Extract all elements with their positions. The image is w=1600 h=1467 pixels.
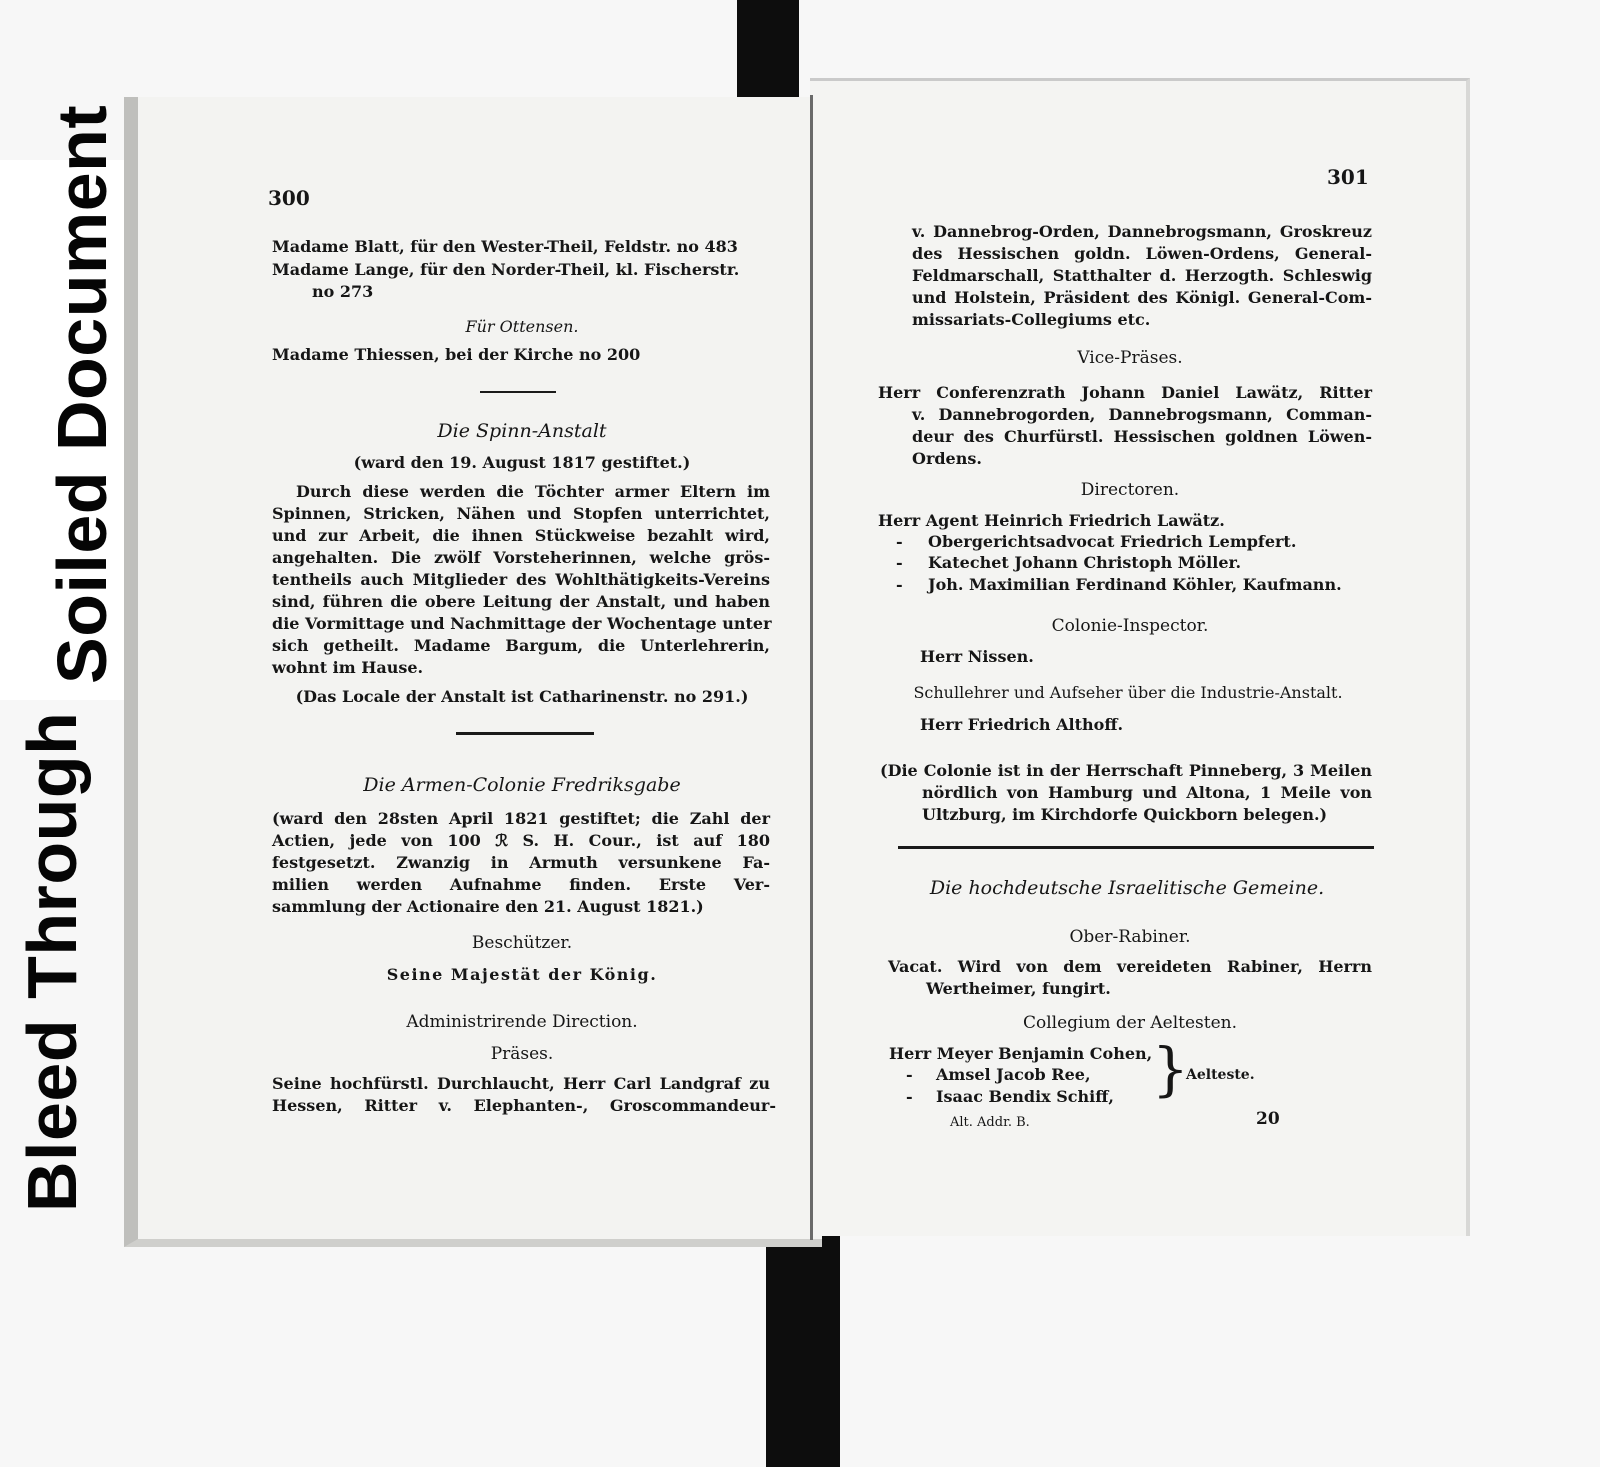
spinn-anstalt-title: Die Spinn-Anstalt (437, 420, 607, 442)
entry-line: Madame Lange, für den Norder-Theil, kl. Fischerstr. (272, 260, 740, 279)
body-line: deur des Churfürstl. Hessischen goldnen Löwen- (912, 427, 1372, 446)
left-page-number: 300 (268, 186, 310, 210)
armen-colonie-title: Die Armen-Colonie Fredriksgabe (363, 774, 681, 796)
body-line: (Die Colonie ist in der Herrschaft Pinneberg, 3 Meilen (880, 761, 1372, 780)
schullehrer-heading: Schullehrer und Aufseher über die Industrie-Anstalt. (913, 683, 1343, 702)
ditto-mark: - (896, 532, 903, 551)
direction-heading: Administrirende Direction. (406, 1012, 638, 1032)
body-line: v. Dannebrog-Orden, Dannebrogsmann, Groskreuz (912, 222, 1372, 241)
brace-mark: } (1152, 1035, 1189, 1103)
section-divider (480, 391, 556, 393)
entry-line: no 273 (312, 282, 374, 301)
body-line: Herr Conferenzrath Johann Daniel Lawätz, Ritter (878, 383, 1372, 402)
soiled-document-stamp: Soiled Document (43, 104, 121, 684)
body-line: Ordens. (912, 449, 982, 468)
bleed-through-stamp: Bleed Through (13, 711, 91, 1212)
body-line: sich getheilt. Madame Bargum, die Unterlehrerin, (272, 636, 770, 655)
beschuetzer-heading: Beschützer. (471, 933, 573, 953)
signature-mark: Alt. Addr. B. (950, 1115, 1030, 1130)
right-page-number: 301 (1327, 165, 1369, 189)
body-line: Actien, jede von 100 ℛ S. H. Cour., ist auf 180 (272, 831, 770, 850)
body-line: und zur Arbeit, die ihnen Stückweise bezahlt wird, (272, 526, 770, 545)
director-item: Herr Agent Heinrich Friedrich Lawätz. (878, 511, 1225, 530)
director-item: Katechet Johann Christoph Möller. (928, 553, 1242, 572)
director-item: Obergerichtsadvocat Friedrich Lempfert. (928, 532, 1297, 551)
entry-line: Madame Blatt, für den Wester-Theil, Feldstr. no 483 (272, 237, 738, 256)
aelteste-item: Amsel Jacob Ree, (936, 1065, 1091, 1084)
body-line: Wertheimer, fungirt. (926, 979, 1111, 998)
inspector-name: Herr Nissen. (920, 647, 1034, 666)
collegium-heading: Collegium der Aeltesten. (1022, 1013, 1238, 1033)
body-line: wohnt im Hause. (272, 658, 424, 677)
body-line: nördlich von Hamburg und Altona, 1 Meile von (922, 783, 1372, 802)
directoren-heading: Directoren. (1080, 480, 1180, 500)
body-line: Spinnen, Stricken, Nähen und Stopfen unterrichtet, (272, 504, 770, 523)
page-spine (810, 95, 813, 1240)
body-line: missariats-Collegiums etc. (912, 310, 1151, 329)
body-line: festgesetzt. Zwanzig in Armuth versunkene Fa- (272, 853, 770, 872)
body-line: v. Dannebrogorden, Dannebrogsmann, Comman- (912, 405, 1372, 424)
section-divider (456, 732, 594, 735)
body-line: die Vormittage und Nachmittage der Wochentage unter (272, 614, 772, 633)
body-line: milien werden Aufnahme finden. Erste Ver- (272, 875, 770, 894)
section-divider (898, 846, 1374, 849)
schullehrer-name: Herr Friedrich Althoff. (920, 715, 1124, 734)
colonie-inspector-heading: Colonie-Inspector. (1051, 616, 1209, 636)
gemeine-title: Die hochdeutsche Israelitische Gemeine. (929, 877, 1325, 899)
body-line: sind, führen die obere Leitung der Anstalt, und haben (272, 592, 770, 611)
body-line: Hessen, Ritter v. Elephanten-, Groscommandeur- (272, 1096, 776, 1115)
spinn-anstalt-founded: (ward den 19. August 1817 gestiftet.) (353, 453, 691, 472)
signature-number: 20 (1256, 1109, 1280, 1129)
aelteste-label: Aelteste. (1186, 1067, 1255, 1083)
spinn-anstalt-locale: (Das Locale der Anstalt ist Catharinenstr. no 291.) (295, 687, 749, 706)
beschuetzer-name: Seine Majestät der König. (386, 965, 658, 984)
body-line: Vacat. Wird von dem vereideten Rabiner, Herrn (888, 957, 1372, 976)
body-line: (ward den 28sten April 1821 gestiftet; die Zahl der (272, 809, 770, 828)
binding-gutter-top (737, 0, 799, 98)
vice-praeses-heading: Vice-Präses. (1077, 348, 1183, 368)
body-line: Feldmarschall, Statthalter d. Herzogth. Schleswig (912, 266, 1372, 285)
body-line: Ultzburg, im Kirchdorfe Quickborn belegen.) (922, 805, 1328, 824)
body-line: Durch diese werden die Töchter armer Eltern im (296, 482, 770, 501)
ditto-mark: - (896, 575, 903, 594)
body-line: tentheils auch Mitglieder des Wohlthätigkeits-Vereins (272, 570, 770, 589)
ober-rabiner-heading: Ober-Rabiner. (1069, 927, 1191, 947)
body-line: angehalten. Die zwölf Vorsteherinnen, welche grös- (272, 548, 770, 567)
aelteste-item: Herr Meyer Benjamin Cohen, (889, 1044, 1153, 1063)
binding-gutter-bottom (766, 1232, 840, 1467)
ottensen-entry: Madame Thiessen, bei der Kirche no 200 (272, 345, 641, 364)
director-item: Joh. Maximilian Ferdinand Köhler, Kaufmann. (928, 575, 1342, 594)
body-line: des Hessischen goldn. Löwen-Ordens, General- (912, 244, 1372, 263)
body-line: Seine hochfürstl. Durchlaucht, Herr Carl Landgraf zu (272, 1074, 770, 1093)
ditto-mark: - (896, 553, 903, 572)
praeses-heading: Präses. (490, 1044, 554, 1064)
ditto-mark: - (906, 1065, 913, 1084)
aelteste-item: Isaac Bendix Schiff, (936, 1087, 1114, 1106)
ottensen-heading: Für Ottensen. (465, 317, 579, 336)
ditto-mark: - (906, 1087, 913, 1106)
body-line: und Holstein, Präsident des Königl. General-Com- (912, 288, 1372, 307)
body-line: sammlung der Actionaire den 21. August 1821.) (272, 897, 704, 916)
